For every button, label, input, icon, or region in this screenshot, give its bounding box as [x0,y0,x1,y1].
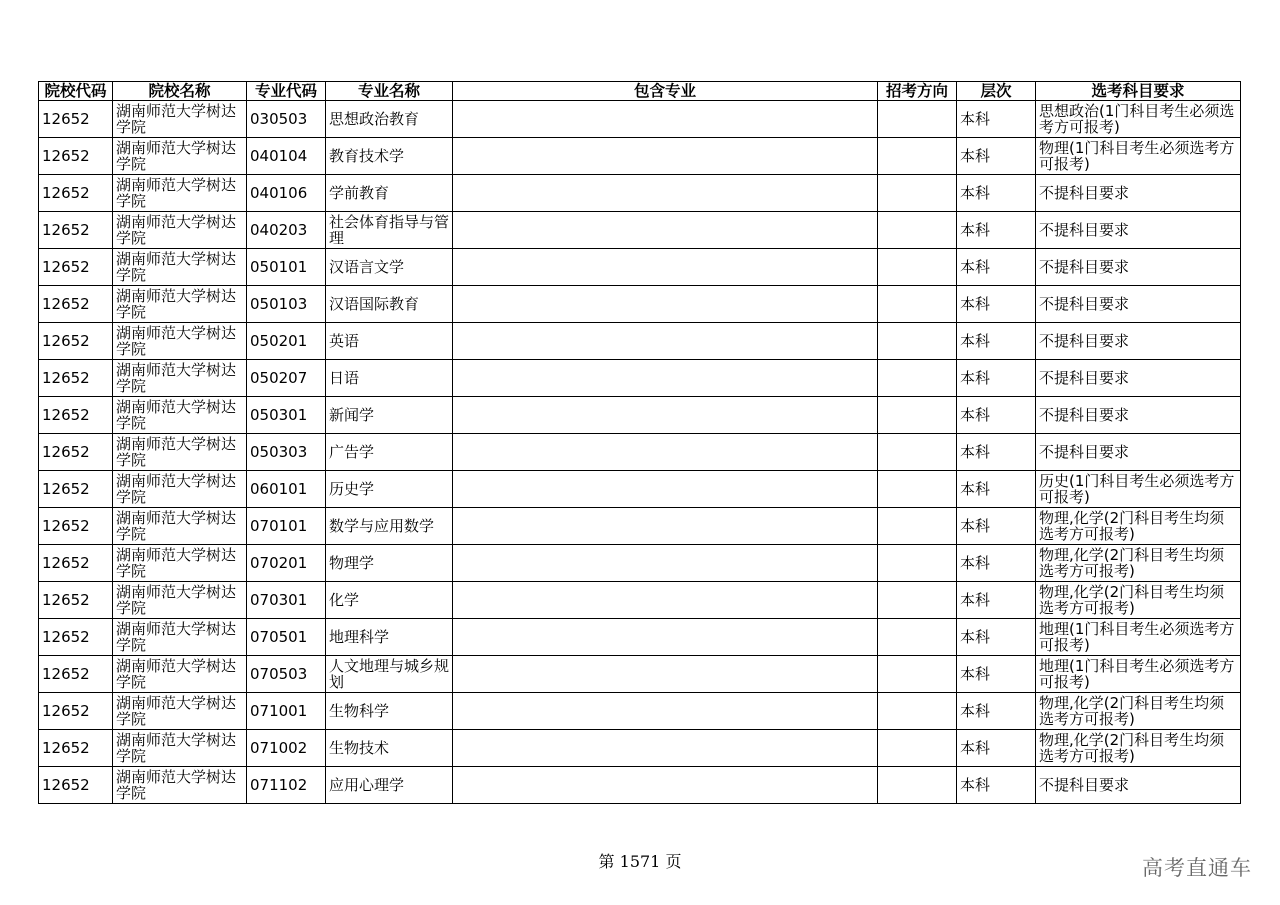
cell-included-majors [453,323,878,360]
cell-school-name: 湖南师范大学树达学院 [113,138,247,175]
table-body [39,101,1241,804]
cell-level: 本科 [957,767,1036,804]
table-row [39,619,1241,656]
cell-major-code: 070501 [247,619,326,656]
cell-school-code: 12652 [39,286,113,323]
cell-school-name: 湖南师范大学树达学院 [113,286,247,323]
cell-included-majors [453,212,878,249]
cell-major-name: 应用心理学 [326,767,453,804]
cell-school-code: 12652 [39,767,113,804]
cell-included-majors [453,397,878,434]
header-included-majors: 包含专业 [453,82,878,101]
cell-included-majors [453,175,878,212]
cell-included-majors [453,656,878,693]
cell-major-code: 050103 [247,286,326,323]
cell-level: 本科 [957,101,1036,138]
cell-major-name: 地理科学 [326,619,453,656]
cell-school-name: 湖南师范大学树达学院 [113,582,247,619]
cell-major-name: 生物技术 [326,730,453,767]
cell-subject-requirement: 思想政治(1门科目考生必须选考方可报考) [1036,101,1241,138]
header-row [39,82,1241,101]
cell-school-code: 12652 [39,323,113,360]
cell-level: 本科 [957,249,1036,286]
cell-level: 本科 [957,212,1036,249]
cell-school-name: 湖南师范大学树达学院 [113,730,247,767]
cell-included-majors [453,508,878,545]
cell-school-code: 12652 [39,693,113,730]
table-row [39,545,1241,582]
cell-major-name: 生物科学 [326,693,453,730]
cell-included-majors [453,730,878,767]
cell-direction [878,360,957,397]
cell-school-code: 12652 [39,434,113,471]
cell-school-code: 12652 [39,545,113,582]
cell-subject-requirement: 不提科目要求 [1036,397,1241,434]
header-level: 层次 [957,82,1036,101]
cell-major-name: 人文地理与城乡规划 [326,656,453,693]
cell-subject-requirement: 物理,化学(2门科目考生均须选考方可报考) [1036,693,1241,730]
cell-direction [878,138,957,175]
cell-major-name: 历史学 [326,471,453,508]
cell-included-majors [453,582,878,619]
cell-school-code: 12652 [39,212,113,249]
table-row [39,730,1241,767]
cell-major-name: 教育技术学 [326,138,453,175]
cell-direction [878,397,957,434]
cell-major-code: 050201 [247,323,326,360]
header-direction: 招考方向 [878,82,957,101]
cell-direction [878,471,957,508]
cell-direction [878,249,957,286]
cell-direction [878,656,957,693]
cell-major-code: 071102 [247,767,326,804]
cell-level: 本科 [957,175,1036,212]
table-row [39,360,1241,397]
cell-school-name: 湖南师范大学树达学院 [113,397,247,434]
cell-school-name: 湖南师范大学树达学院 [113,212,247,249]
cell-level: 本科 [957,582,1036,619]
table-row [39,212,1241,249]
cell-level: 本科 [957,360,1036,397]
cell-level: 本科 [957,619,1036,656]
cell-included-majors [453,434,878,471]
cell-subject-requirement: 物理,化学(2门科目考生均须选考方可报考) [1036,545,1241,582]
cell-major-code: 070301 [247,582,326,619]
admission-table [38,81,1241,804]
header-subject-requirement: 选考科目要求 [1036,82,1241,101]
cell-level: 本科 [957,508,1036,545]
cell-direction [878,175,957,212]
cell-direction [878,582,957,619]
cell-direction [878,619,957,656]
cell-included-majors [453,471,878,508]
cell-direction [878,508,957,545]
cell-included-majors [453,249,878,286]
cell-school-name: 湖南师范大学树达学院 [113,101,247,138]
table-row [39,101,1241,138]
cell-school-name: 湖南师范大学树达学院 [113,360,247,397]
cell-major-name: 汉语国际教育 [326,286,453,323]
cell-level: 本科 [957,730,1036,767]
cell-included-majors [453,286,878,323]
cell-major-name: 社会体育指导与管理 [326,212,453,249]
cell-school-code: 12652 [39,619,113,656]
cell-major-code: 040106 [247,175,326,212]
cell-major-code: 070201 [247,545,326,582]
cell-direction [878,730,957,767]
table-row [39,767,1241,804]
cell-subject-requirement: 不提科目要求 [1036,286,1241,323]
cell-major-code: 040104 [247,138,326,175]
cell-major-name: 广告学 [326,434,453,471]
header-major-code: 专业代码 [247,82,326,101]
cell-major-name: 英语 [326,323,453,360]
cell-major-name: 学前教育 [326,175,453,212]
cell-direction [878,767,957,804]
cell-level: 本科 [957,545,1036,582]
cell-level: 本科 [957,434,1036,471]
cell-major-code: 040203 [247,212,326,249]
cell-school-name: 湖南师范大学树达学院 [113,656,247,693]
cell-school-name: 湖南师范大学树达学院 [113,508,247,545]
cell-school-code: 12652 [39,249,113,286]
cell-included-majors [453,101,878,138]
cell-major-code: 060101 [247,471,326,508]
table-row [39,508,1241,545]
table-row [39,175,1241,212]
cell-level: 本科 [957,693,1036,730]
table-row [39,471,1241,508]
cell-subject-requirement: 物理,化学(2门科目考生均须选考方可报考) [1036,730,1241,767]
cell-major-code: 071001 [247,693,326,730]
cell-school-name: 湖南师范大学树达学院 [113,767,247,804]
cell-level: 本科 [957,397,1036,434]
cell-direction [878,323,957,360]
cell-included-majors [453,767,878,804]
cell-major-code: 050301 [247,397,326,434]
cell-level: 本科 [957,656,1036,693]
cell-subject-requirement: 不提科目要求 [1036,323,1241,360]
header-major-name: 专业名称 [326,82,453,101]
cell-school-code: 12652 [39,582,113,619]
cell-major-name: 思想政治教育 [326,101,453,138]
cell-level: 本科 [957,323,1036,360]
header-school-code: 院校代码 [39,82,113,101]
cell-direction [878,101,957,138]
table-row [39,693,1241,730]
cell-included-majors [453,138,878,175]
table-row [39,656,1241,693]
cell-major-code: 050207 [247,360,326,397]
cell-level: 本科 [957,138,1036,175]
cell-school-code: 12652 [39,471,113,508]
cell-level: 本科 [957,471,1036,508]
cell-direction [878,212,957,249]
cell-major-code: 070101 [247,508,326,545]
table-row [39,249,1241,286]
header-school-name: 院校名称 [113,82,247,101]
cell-direction [878,434,957,471]
cell-major-name: 物理学 [326,545,453,582]
cell-school-name: 湖南师范大学树达学院 [113,471,247,508]
cell-school-code: 12652 [39,360,113,397]
cell-school-name: 湖南师范大学树达学院 [113,434,247,471]
cell-included-majors [453,360,878,397]
page-number: 第 1571 页 [598,852,682,871]
cell-school-code: 12652 [39,138,113,175]
cell-subject-requirement: 地理(1门科目考生必须选考方可报考) [1036,619,1241,656]
cell-direction [878,286,957,323]
cell-subject-requirement: 不提科目要求 [1036,175,1241,212]
table-row [39,286,1241,323]
cell-subject-requirement: 不提科目要求 [1036,212,1241,249]
cell-school-code: 12652 [39,656,113,693]
cell-major-name: 数学与应用数学 [326,508,453,545]
cell-major-code: 071002 [247,730,326,767]
cell-school-name: 湖南师范大学树达学院 [113,323,247,360]
cell-school-name: 湖南师范大学树达学院 [113,619,247,656]
cell-school-name: 湖南师范大学树达学院 [113,175,247,212]
cell-included-majors [453,545,878,582]
cell-subject-requirement: 不提科目要求 [1036,434,1241,471]
cell-direction [878,693,957,730]
table-row [39,434,1241,471]
table-row [39,397,1241,434]
cell-school-code: 12652 [39,101,113,138]
cell-level: 本科 [957,286,1036,323]
cell-major-name: 化学 [326,582,453,619]
cell-major-code: 030503 [247,101,326,138]
cell-included-majors [453,619,878,656]
cell-subject-requirement: 不提科目要求 [1036,360,1241,397]
cell-school-name: 湖南师范大学树达学院 [113,249,247,286]
cell-major-name: 日语 [326,360,453,397]
cell-school-code: 12652 [39,508,113,545]
cell-subject-requirement: 不提科目要求 [1036,767,1241,804]
cell-major-name: 汉语言文学 [326,249,453,286]
cell-subject-requirement: 历史(1门科目考生必须选考方可报考) [1036,471,1241,508]
cell-subject-requirement: 物理,化学(2门科目考生均须选考方可报考) [1036,582,1241,619]
cell-subject-requirement: 物理(1门科目考生必须选考方可报考) [1036,138,1241,175]
cell-subject-requirement: 物理,化学(2门科目考生均须选考方可报考) [1036,508,1241,545]
cell-school-name: 湖南师范大学树达学院 [113,693,247,730]
cell-school-code: 12652 [39,175,113,212]
cell-included-majors [453,693,878,730]
cell-major-code: 050303 [247,434,326,471]
cell-subject-requirement: 地理(1门科目考生必须选考方可报考) [1036,656,1241,693]
cell-school-name: 湖南师范大学树达学院 [113,545,247,582]
cell-major-name: 新闻学 [326,397,453,434]
watermark-logo: 高考直通车 [1142,856,1252,880]
cell-school-code: 12652 [39,397,113,434]
table-row [39,138,1241,175]
table-row [39,582,1241,619]
cell-direction [878,545,957,582]
table-row [39,323,1241,360]
cell-major-code: 070503 [247,656,326,693]
cell-school-code: 12652 [39,730,113,767]
cell-subject-requirement: 不提科目要求 [1036,249,1241,286]
cell-major-code: 050101 [247,249,326,286]
